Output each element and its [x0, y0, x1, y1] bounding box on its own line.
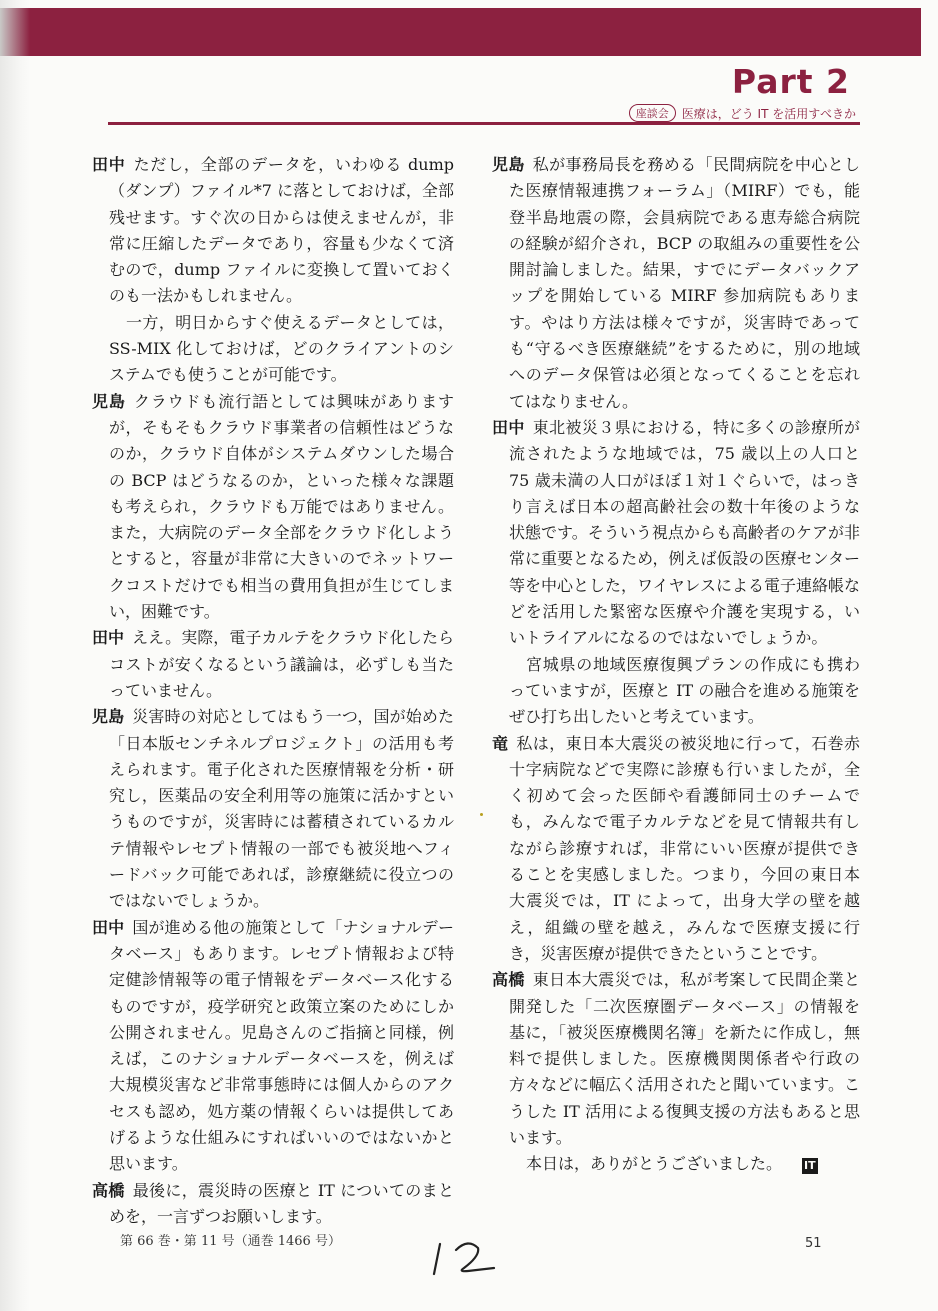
- speech-paragraph: [92, 625, 454, 704]
- speech-text: 東日本大震災では，私が考案して民間企業と開発した「二次医療圏データベース」の情報を基に，「被災医療機関名簿」を新たに作成し，無料で提供しました。医療機関関係者や行政の方々などに幅広く活用されたと聞いています。こうした IT 活用による復興支援の方法もあると思います。: [509, 970, 860, 1147]
- speech-text: 国が進める他の施策として「ナショナルデータベース」もあります。レセプト情報および特定健診情報等の電子情報をデータベース化するものですが，疫学研究と政策立案のためにしか公開されません。児島さんのご指摘と同様，例えば，このナショナルデータベースを，例えば大規模災害など非常事態時には個人からのアクセスも認め，処方薬の情報くらいは提供してあげるような仕組みにすればいいのではないかと思います。: [109, 917, 454, 1174]
- speech-paragraph: [92, 1178, 454, 1231]
- subtitle-text: 医療は，どう IT を活用すべきか: [681, 106, 856, 121]
- speech-text: 本日は，ありがとうございました。: [526, 1154, 783, 1174]
- speech-text: 最後に，震災時の医療と IT についてのまとめを，一言ずつお願いします。: [109, 1180, 454, 1226]
- issue-info: 第 66 巻・第 11 号（通巻 1466 号）: [120, 1234, 341, 1249]
- speaker-name: 竜: [492, 733, 509, 753]
- speech-text: ええ。実際，電子カルテをクラウド化したらコストが安くなるという議論は，必ずしも当たっていません。: [109, 628, 454, 700]
- speaker-name: 田中: [492, 417, 525, 437]
- speaker-name: 児島: [492, 155, 525, 174]
- speech-paragraph: [492, 967, 860, 1151]
- speech-paragraph: [92, 704, 454, 914]
- header-color-band-edge: [0, 8, 30, 56]
- continuation-paragraph: [92, 310, 454, 389]
- speech-paragraph: [92, 389, 454, 626]
- speech-paragraph: [492, 731, 860, 968]
- speech-text: 私は，東日本大震災の被災地に行って，石巻赤十字病院などで実際に診療も行いましたが，全く初めて会った医師や看護師同士のチームでも，みんなで電子カルテなどを見て情報共有しながら診療すれば，非常にいい医療が提供できることを実感しました。つまり，今回の東日本大震災では，IT によって，出身大学の壁を越え，組織の壁を越え，みんなで医療支援に行き，災害医療が提供できたということです。: [509, 733, 860, 963]
- page-number: 51: [805, 1236, 822, 1251]
- part-label: Part 2: [731, 62, 850, 101]
- speech-text: 東北被災３県における，特に多くの診療所が流されたような地域では，75 歳以上の人口と 75 歳未満の人口がほぼ１対１ぐらいで，はっきり言えば日本の超高齢社会の数十年後のような状態です。そういう視点からも高齢者のケアが非常に重要となるため，例えば仮設の医療センター等を中心とした，ワイヤレスによる電子連絡帳などを活用した緊密な医療や介護を実現する，いいトライアルになるのではないでしょうか。: [509, 417, 860, 648]
- roundtable-badge: 座談会: [629, 104, 676, 122]
- page-left-edge: [0, 0, 30, 1311]
- speech-paragraph: [492, 415, 860, 652]
- speech-text: 一方，明日からすぐ使えるデータとしては，SS-MIX 化しておけば，どのクライアントのシステムでも使うことが可能です。: [109, 312, 454, 385]
- speech-text: クラウドも流行語としては興味がありますが，そもそもクラウド事業者の信頼性はどうなのか，クラウド自体がシステムダウンした場合の BCP はどうなるのか，といった様々な課題も考えられ，クラウドも万能ではありません。また，大病院のデータ全部をクラウド化しようとすると，容量が非常に大きいのでネットワークコストだけでも相当の費用負担が生じてしまい，困難です。: [109, 391, 454, 622]
- speaker-name: 田中: [92, 917, 125, 937]
- closing-paragraph: [492, 1151, 860, 1177]
- paper-speck: [480, 813, 483, 816]
- right-text-column: [492, 152, 860, 1178]
- left-text-column: [92, 152, 454, 1230]
- speech-paragraph: [92, 152, 454, 310]
- header-rule: [108, 122, 860, 125]
- header-color-band: [28, 8, 921, 56]
- speech-text: 災害時の対応としてはもう一つ，国が始めた「日本版センチネルプロジェクト」の活用も考えられます。電子化された医療情報を分析・研究し，医薬品の安全利用等の施策に活かすというものですが，災害時には蓄積されているカルテ情報やレセプト情報の一部でも被災地へフィードバック可能であれば，診療継続に役立つのではないでしょうか。: [109, 707, 454, 911]
- speaker-name: 児島: [92, 707, 125, 727]
- speech-paragraph: [492, 152, 860, 415]
- end-mark-logo-icon: IT: [804, 1159, 816, 1173]
- section-subtitle: [629, 104, 856, 122]
- speech-text: 宮城県の地域医療復興プランの作成にも携わっていますが，医療と IT の融合を進める施策をぜひ打ち出したいと考えています。: [509, 654, 860, 727]
- speaker-name: 田中: [92, 628, 125, 648]
- speech-paragraph: [92, 915, 454, 1178]
- speech-text: ただし，全部のデータを，いわゆる dump（ダンプ）ファイル*7 に落としておけば，全部残せます。すぐ次の日からは使えませんが，非常に圧縮したデータであり，容量も少なくて済むので，dump ファイルに変換して置いておくのも一法かもしれません。: [109, 155, 454, 306]
- continuation-paragraph: [492, 652, 860, 731]
- speaker-name: 田中: [92, 155, 126, 174]
- speaker-name: 児島: [92, 391, 126, 411]
- handwritten-mark: [428, 1230, 508, 1280]
- speech-text: 私が事務局長を務める「民間病院を中心とした医療情報連携フォーラム」（MIRF）でも，能登半島地震の際，会員病院である恵寿総合病院の経験が紹介され，BCP の取組みの重要性を公開討論しました。結果，すでにデータバックアップを開始している MIRF 参加病院もあります。やはり方法は様々ですが，災害時であっても“守るべき医療継続”をするために，別の地域へのデータ保管は必須となってくることを忘れてはなりません。: [509, 155, 860, 411]
- speaker-name: 高橋: [492, 970, 525, 990]
- speaker-name: 高橋: [92, 1180, 125, 1200]
